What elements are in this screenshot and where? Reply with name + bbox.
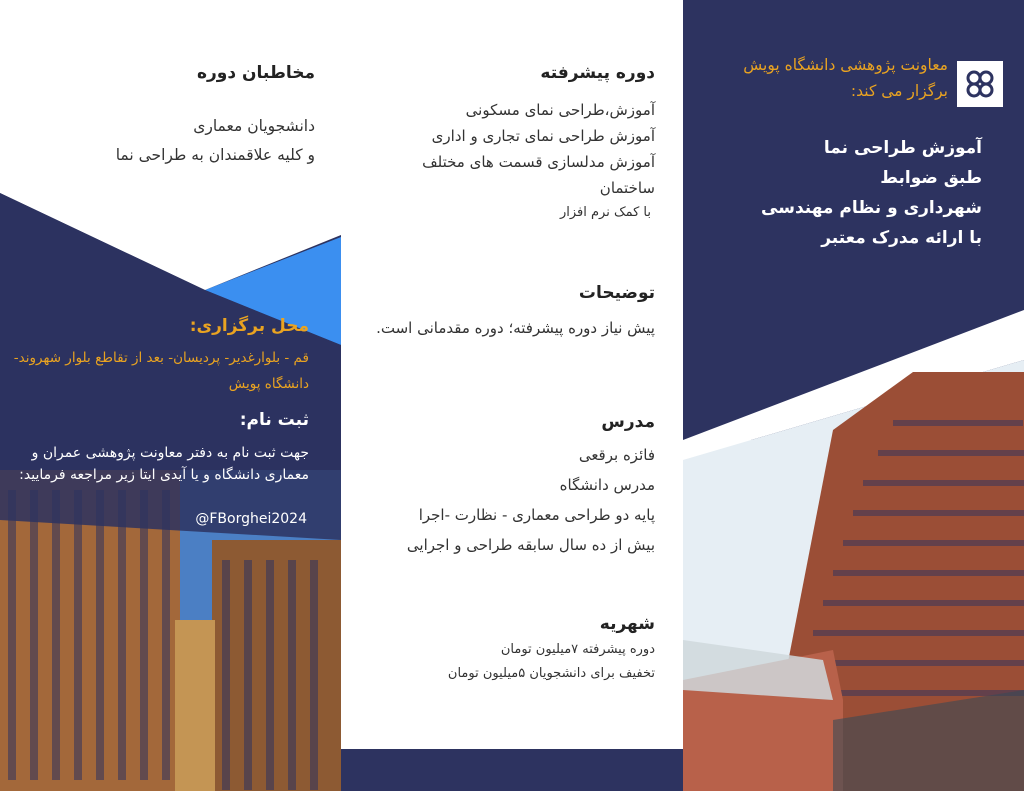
advanced-line: آموزش مدلسازی قسمت های مختلف ساختمان: [422, 153, 655, 197]
registration-handle[interactable]: @FBorghei2024: [195, 511, 307, 527]
audience-text: [15, 112, 315, 170]
instructor-section: [365, 412, 655, 560]
audience-line: دانشجویان معماری: [193, 117, 315, 135]
footer-bar: [341, 749, 683, 791]
right-panel: [683, 0, 1024, 791]
right-decor: [683, 0, 1024, 791]
headline-line: با ارائه مدرک معتبر: [821, 228, 982, 248]
instructor-line: پایه دو طراحی معماری - نظارت -اجرا: [418, 506, 655, 524]
notes-title: توضیحات: [578, 283, 655, 303]
fee-line: تخفیف برای دانشجویان ۵میلیون تومان: [447, 666, 655, 681]
advanced-course-section: [365, 63, 655, 225]
registration-text: جهت ثبت نام به دفتر معاونت پژوهشی عمران و معماری دانشگاه و یا آیدی ایتا زیر مراجعه فرمایید:: [19, 445, 309, 483]
instructor-line: فائزه برقعی: [578, 446, 655, 464]
organizer-text: معاونت پژوهشی دانشگاه پویش برگزار می کند:: [743, 56, 948, 100]
logo-mark: [962, 66, 998, 102]
advanced-line: با کمک نرم افزار: [559, 205, 651, 220]
audience-title: مخاطبان دوره: [196, 63, 315, 83]
instructor-line: بیش از ده سال سابقه طراحی و اجرایی: [406, 536, 655, 554]
advanced-course-title: دوره پیشرفته: [540, 63, 655, 83]
headline: [702, 133, 982, 253]
left-panel: [0, 0, 341, 791]
advanced-line: آموزش طراحی نمای تجاری و اداری: [431, 127, 655, 145]
instructor-title: مدرس: [601, 412, 655, 432]
headline-line: شهرداری و نظام مهندسی: [761, 198, 982, 218]
fee-section: [365, 614, 655, 686]
venue-text: قم - بلوارغدیر- پردیسان- بعد از تقاطع بلوار شهروند- دانشگاه پویش: [13, 350, 309, 392]
university-logo-icon: [957, 61, 1003, 107]
notes-text: پیش نیاز دوره پیشرفته؛ دوره مقدمانی است.: [376, 319, 655, 337]
headline-line: آموزش طراحی نما: [823, 138, 982, 158]
headline-line: طبق ضوابط: [880, 168, 982, 188]
fee-title: شهریه: [599, 614, 655, 634]
audience-line: و کلیه علاقمندان به طراحی نما: [115, 146, 315, 164]
instructor-line: مدرس دانشگاه: [559, 476, 655, 494]
venue-title: محل برگزاری:: [189, 316, 309, 336]
notes-section: [365, 283, 655, 341]
registration-title: ثبت نام:: [239, 410, 309, 430]
advanced-line: آموزش،طراحی نمای مسکونی: [465, 101, 655, 119]
middle-panel: [341, 0, 683, 791]
fee-line: دوره پیشرفته ۷میلیون تومان: [500, 642, 655, 657]
